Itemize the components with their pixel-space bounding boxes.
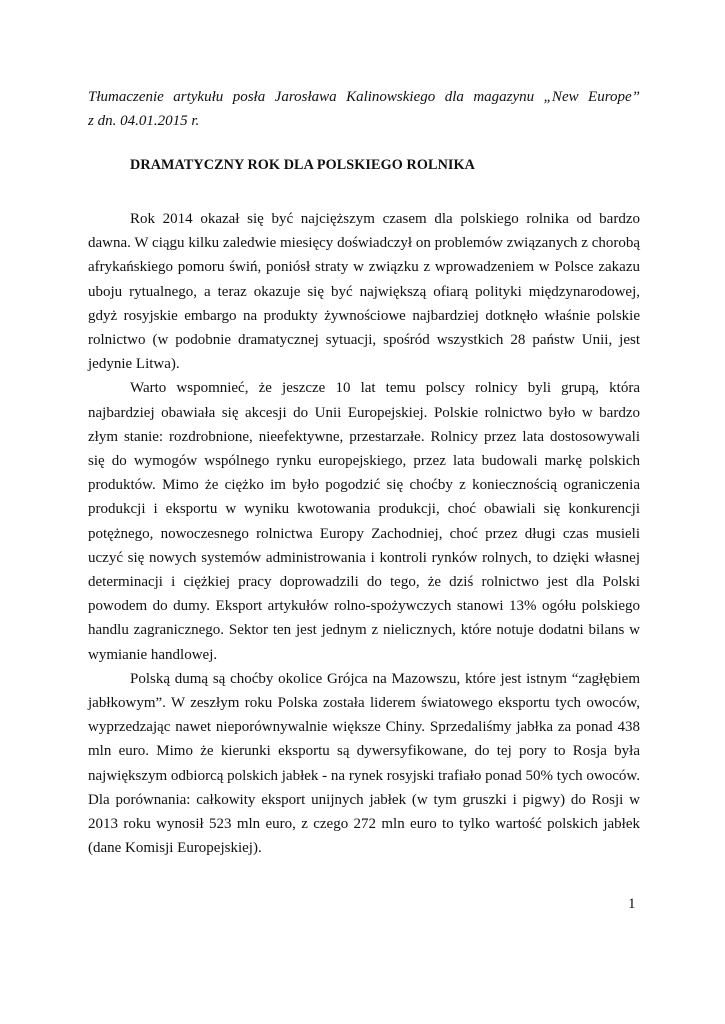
paragraph-2: Warto wspomnieć, że jeszcze 10 lat temu polscy rolnicy byli grupą, która najbardziej obawiała się akcesji do Unii Europejskiej. Polskie rolnictwo było w bardzo złym stanie: rozdrobnione, nieefektywne, przestarzałe. Rolnicy przez lata dostosowywali się do wymogów wspólnego rynku europejskiego, przez lata budowali markę polskich produktów. Mimo że ciężko im było pogodzić się choćby z koniecznością ograniczenia produkcji i eksportu w wyniku kwotowania produkcji, choć obawiali się konkurencji potężnego, nowoczesnego rolnictwa Europy Zachodniej, choć przez długi czas musieli uczyć się nowych systemów administrowania i kontroli rynków rolnych, to dzięki własnej determinacji i ciężkiej pracy doprowadzili do tego, że dziś rolnictwo jest dla Polski powodem do dumy. Eksport artykułów rolno-spożywczych stanowi 13% ogółu polskiego handlu zagranicznego. Sektor ten jest jednym z nielicznych, które notuje dodatni bilans w wymianie handlowej. (88, 380, 640, 663)
paragraph-1: Rok 2014 okazał się być najcięższym czasem dla polskiego rolnika od bardzo dawna. W ciągu kilku zaledwie miesięcy doświadczył on problemów związanych z chorobą afrykańskiego pomoru świń, poniósł straty w związku z wprowadzeniem w Polsce zakazu uboju rytualnego, a teraz okazuje się być największą ofiarą polityki międzynarodowej, gdyż rosyjskie embargo na produkty żywnościowe najbardziej dotknęło właśnie polskie rolnictwo (w podobnie dramatycznej sytuacji, spośród wszystkich 28 państw Unii, jest jedynie Litwa). (88, 211, 640, 373)
subtitle-line-1: Tłumaczenie artykułu posła Jarosława Kalinowskiego dla magazynu „New Europe” (88, 89, 640, 105)
page-number: 1 (628, 896, 636, 912)
paragraph-3: Polską dumą są choćby okolice Grójca na Mazowszu, które jest istnym “zagłębiem jabłkowym”. W zeszłym roku Polska została liderem światowego eksportu tych owoców, wyprzedzając nawet nieporównywalnie większe Chiny. Sprzedaliśmy jabłka za ponad 438 mln euro. Mimo że kierunki eksportu są dywersyfikowane, do tej pory to Rosja była największym odbiorcą polskich jabłek - na rynek rosyjski trafiało ponad 50% tych owoców. Dla porównania: całkowity eksport unijnych jabłek (w tym gruszki i pigwy) do Rosji w 2013 roku wynosił 523 mln euro, z czego 272 mln euro to tylko wartość polskich jabłek (dane Komisji Europejskiej). (88, 670, 640, 857)
document-title: DRAMATYCZNY ROK DLA POLSKIEGO ROLNIKA (130, 157, 476, 173)
document-body (88, 207, 640, 860)
document-subtitle (88, 85, 640, 133)
subtitle-line-2: z dn. 04.01.2015 r. (88, 113, 200, 129)
